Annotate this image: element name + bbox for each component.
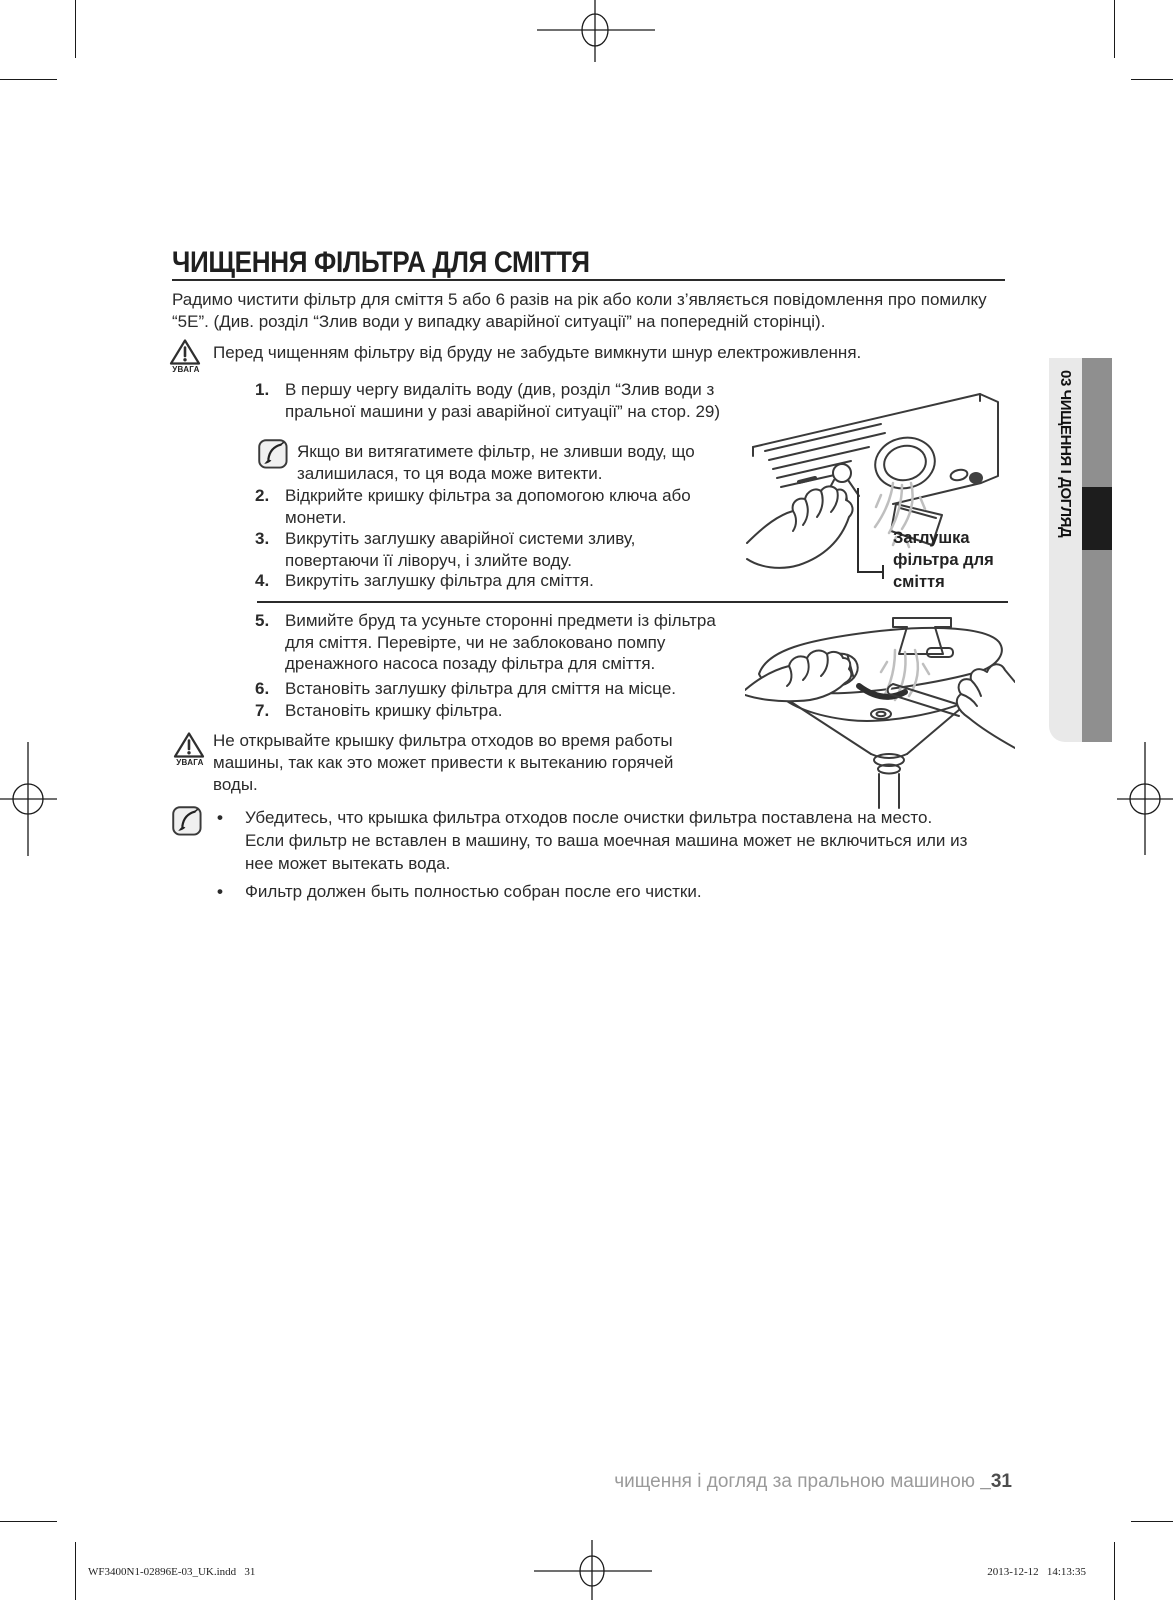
registration-mark-left <box>0 742 60 857</box>
step-text: Встановіть кришку фільтра. <box>285 701 503 720</box>
figure-caption: Заглушка фільтра для сміття <box>893 529 994 591</box>
step-number: 7. <box>255 701 270 720</box>
warning-label: УВАГА <box>176 758 204 767</box>
step-text: Вимийте бруд та усуньте сторонні предмети із фільтра для сміття. Перевірте, чи не заблоковано помпу дренажного насоса позаду фільтра для сміття. <box>285 611 716 673</box>
note-bullet-1 <box>217 806 970 875</box>
pencil-note-icon <box>172 806 202 836</box>
print-timestamp: 2013-12-12 14:13:35 <box>987 1566 1086 1578</box>
step-number: 4. <box>255 571 270 590</box>
step-2 <box>255 485 730 528</box>
chapter-tab-position-block <box>1082 487 1112 550</box>
step-5 <box>255 610 730 675</box>
crop-mark-top-right-v <box>1114 0 1115 58</box>
step-text: Встановіть заглушку фільтра для сміття на місце. <box>285 679 677 698</box>
step-6 <box>255 678 730 700</box>
note-1-text: Якщо ви витягатимете фільтр, не зливши воду, що залишилася, то ця вода може витекти. <box>297 442 695 483</box>
step-text: В першу чергу видаліть воду (див, розділ “Злив води з пральної машини у разі аварійної ситуації” на стор. 29) <box>285 380 721 421</box>
warning-2-text: Не открывайте крышку фильтра отходов во время работы машины, так как это может привести к вытеканию горячей воды. <box>213 731 674 794</box>
title-underline <box>172 279 1005 281</box>
step-number: 2. <box>255 486 270 505</box>
page-footer <box>614 1471 1012 1493</box>
crop-mark-top-right-h <box>1131 79 1173 80</box>
step-text: Відкрийте кришку фільтра за допомогою ключа або монети. <box>285 486 691 527</box>
note-icon-1 <box>258 439 288 469</box>
warning-icon-2 <box>173 731 207 767</box>
page-title <box>172 246 1008 280</box>
crop-mark-bottom-right-h <box>1131 1521 1173 1522</box>
crop-mark-bottom-left-h <box>0 1521 57 1522</box>
warning-triangle-icon <box>173 731 205 759</box>
step-number: 5. <box>255 611 270 630</box>
warning-label: УВАГА <box>172 365 200 374</box>
intro-paragraph: Радимо чистити фільтр для сміття 5 або 6 разів на рік або коли з’являється повідомлення про помилку “5E”. (Див. розділ “Злив води у випадку аварійної ситуації” на попередній сторінці). <box>172 290 987 331</box>
step-number: 3. <box>255 529 270 548</box>
registration-mark-bottom <box>534 1540 652 1600</box>
bullet-dot: • <box>217 808 223 827</box>
step-text: Викрутіть заглушку фільтра для сміття. <box>285 571 594 590</box>
chapter-tab-stripe <box>1082 358 1112 742</box>
pencil-note-icon <box>258 439 288 469</box>
crop-mark-bottom-left-v <box>75 1542 76 1600</box>
footer-text: чищення і догляд за пральною машиною <box>614 1471 981 1492</box>
note-bullet-2 <box>217 880 970 903</box>
crop-mark-top-left-v <box>75 0 76 58</box>
bullet-dot: • <box>217 882 223 901</box>
bullet-text: Убедитесь, что крышка фильтра отходов после очистки фильтра поставлена на место. Если фильтр не вставлен в машину, то ваша моечная машина может не включиться или из нее может вытекать вода. <box>245 808 968 873</box>
figure-filter-cleaning-illustration <box>745 598 1015 813</box>
bullet-text: Фильтр должен быть полностью собран после его чистки. <box>245 882 702 901</box>
crop-mark-bottom-right-v <box>1114 1542 1115 1600</box>
step-1 <box>255 379 730 422</box>
registration-mark-top <box>537 0 655 64</box>
step-text: Викрутіть заглушку аварійної системи зливу, повертаючи її ліворуч, і злийте воду. <box>285 529 636 570</box>
step-7 <box>255 700 730 722</box>
crop-mark-top-left-h <box>0 79 57 80</box>
registration-mark-right <box>1113 742 1173 856</box>
step-number: 6. <box>255 679 270 698</box>
step-4 <box>255 570 730 592</box>
footer-page-number: _31 <box>980 1471 1012 1492</box>
step-number: 1. <box>255 380 270 399</box>
warning-triangle-icon <box>169 338 201 366</box>
print-filename: WF3400N1-02896E-03_UK.indd 31 <box>88 1566 256 1578</box>
page-title-text: ЧИЩЕННЯ ФІЛЬТРА ДЛЯ СМІТТЯ <box>172 246 590 279</box>
warning-icon-1 <box>169 338 203 374</box>
chapter-tab-label: 03 ЧИЩЕННЯ І ДОГЛЯД <box>1057 370 1074 538</box>
warning-1-text: Перед чищенням фільтру від бруду не забудьте вимкнути шнур електроживлення. <box>213 343 862 362</box>
step-3 <box>255 528 730 571</box>
note-icon-2 <box>172 806 202 836</box>
